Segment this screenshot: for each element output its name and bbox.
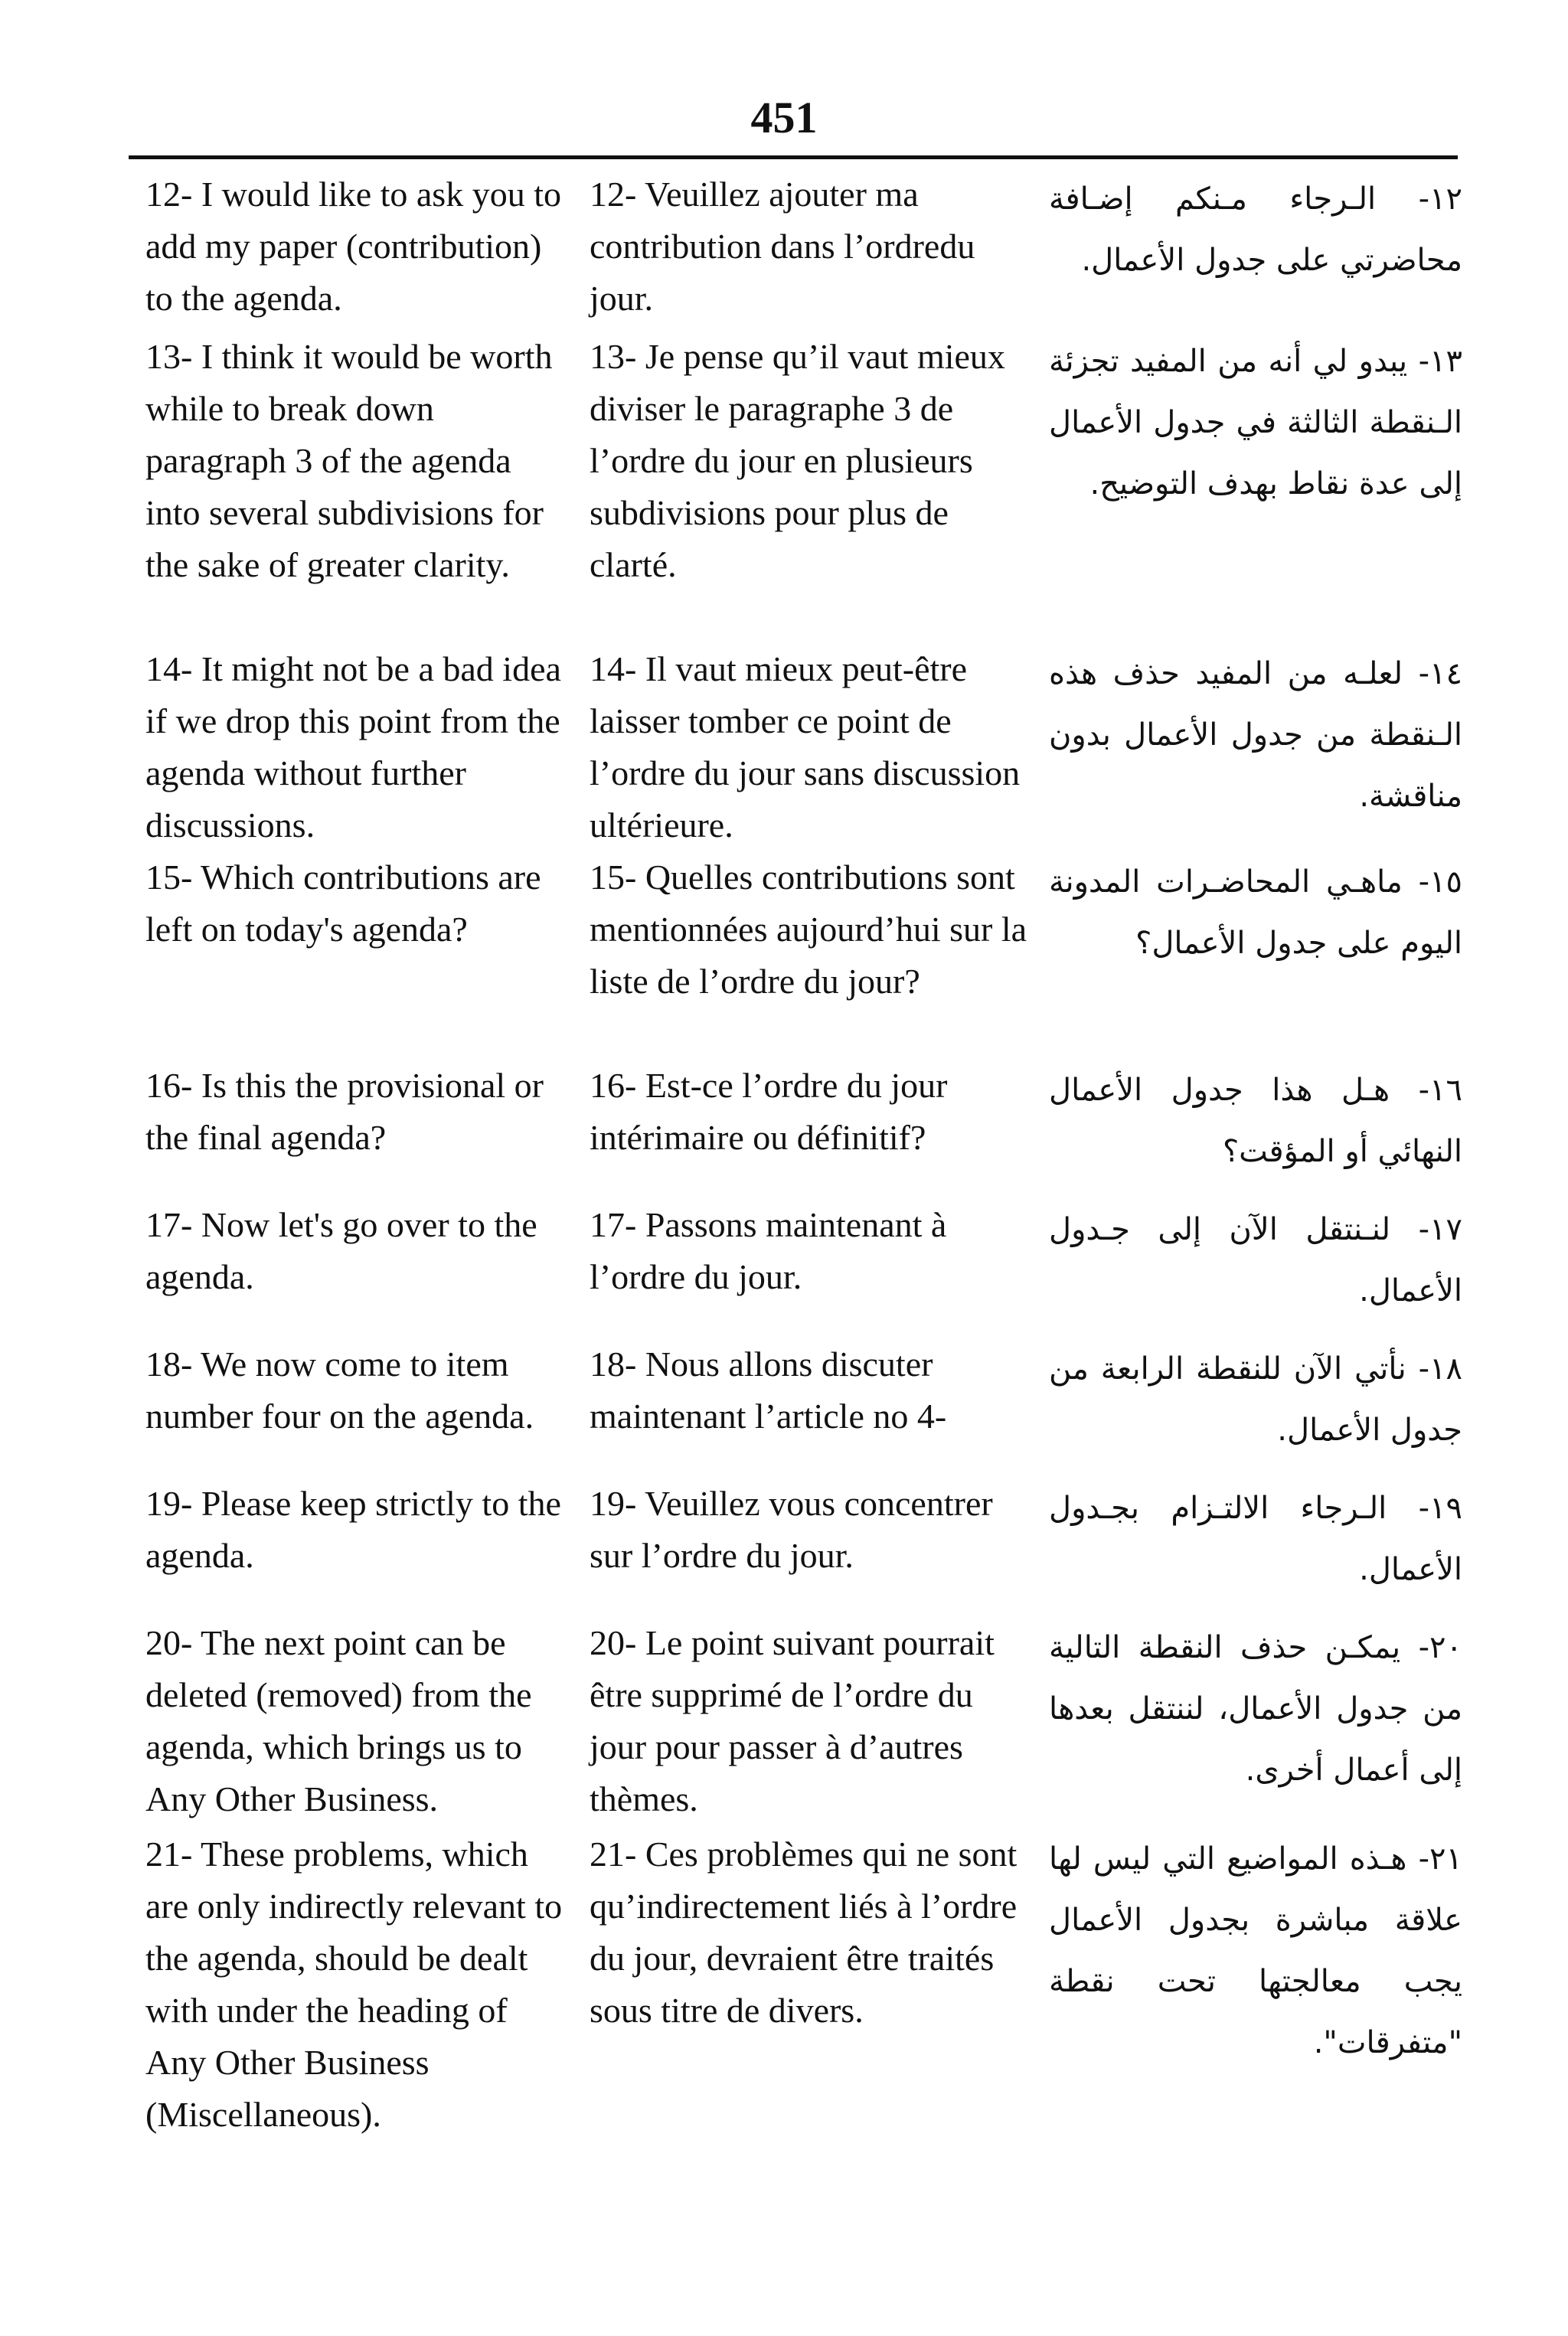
arabic-text: ١٧- لنـنتقل الآن إلى جـدول الأعمال. [1049,1212,1462,1308]
english-text: 14- It might not be a bad idea if we drop this point from the agenda without further discussions. [145,649,561,845]
phrase-entry-14 [145,643,1462,851]
arabic-text: ٢١- هـذه المواضيع التي ليس لها علاقة مباشرة بجدول الأعمال يجب معالجتها تحت نقطة "متفرقات". [1049,1841,1462,2060]
phrase-list [145,168,1462,2150]
english-text: 15- Which contributions are left on today's agenda? [145,858,541,949]
french-text: 14- Il vaut mieux peut-être laisser tomber ce point de l’ordre du jour sans discussion ultérieure. [590,649,1021,845]
arabic-text: ١٤- لعلـه من المفيد حذف هذه الـنقطة من جدول الأعمال بدون مناقشة. [1049,656,1462,814]
english-text: 17- Now let's go over to the agenda. [145,1205,537,1296]
english-text: 18- We now come to item number four on the agenda. [145,1344,534,1436]
french-text: 13- Je pense qu’il vaut mieux diviser le paragraphe 3 de l’ordre du jour en plusieurs subdivisions pour plus de clarté. [590,337,1005,584]
arabic-text: ١٣- يبدو لي أنه من المفيد تجزئة الـنقطة الثالثة في جدول الأعمال إلى عدة نقاط بهدف التوضيح. [1049,344,1462,502]
arabic-text: ١٦- هـل هذا جدول الأعمال النهائي أو المؤقت؟ [1049,1073,1462,1169]
french-text: 17- Passons maintenant à l’ordre du jour. [590,1205,947,1296]
arabic-text: ١٨- نأتي الآن للنقطة الرابعة من جدول الأعمال. [1049,1351,1462,1448]
arabic-text: ١٩- الـرجاء الالتـزام بجـدول الأعمال. [1049,1491,1462,1587]
french-text: 18- Nous allons discuter maintenant l’article no 4- [590,1344,947,1436]
phrase-entry-21 [145,1828,1462,2150]
phrase-entry-12 [145,168,1462,331]
french-text: 16- Est-ce l’ordre du jour intérimaire ou définitif? [590,1066,948,1157]
french-text: 20- Le point suivant pourrait être supprimé de l’ordre du jour pour passer à d’autres thèmes. [590,1623,995,1818]
phrase-entry-20 [145,1617,1462,1828]
french-text: 12- Veuillez ajouter ma contribution dans l’ordredu jour. [590,175,975,318]
phrase-entry-16 [145,1060,1462,1199]
french-text: 15- Quelles contributions sont mentionnées aujourd’hui sur la liste de l’ordre du jour? [590,858,1027,1001]
phrase-entry-17 [145,1199,1462,1338]
english-text: 21- These problems, which are only indirectly relevant to the agenda, should be dealt with under the heading of Any Other Business (Miscellaneous). [145,1834,563,2134]
arabic-text: ١٢- الـرجاء مـنكم إضـافة محاضرتي على جدول الأعمال. [1049,181,1462,278]
english-text: 19- Please keep strictly to the agenda. [145,1484,561,1575]
page-number: 451 [750,93,818,142]
phrase-entry-15 [145,851,1462,1060]
english-text: 12- I would like to ask you to add my paper (contribution) to the agenda. [145,175,561,318]
english-text: 16- Is this the provisional or the final agenda? [145,1066,544,1157]
arabic-text: ٢٠- يمكـن حذف النقطة التالية من جدول الأعمال، لننتقل بعدها إلى أعمال أخرى. [1049,1630,1462,1788]
french-text: 21- Ces problèmes qui ne sont qu’indirectement liés à l’ordre du jour, devraient être traités sous titre de divers. [590,1834,1018,2030]
french-text: 19- Veuillez vous concentrer sur l’ordre du jour. [590,1484,993,1575]
phrase-entry-13 [145,331,1462,643]
phrase-entry-19 [145,1478,1462,1617]
phrase-entry-18 [145,1338,1462,1478]
english-text: 20- The next point can be deleted (removed) from the agenda, which brings us to Any Other Business. [145,1623,532,1818]
arabic-text: ١٥- ماهـي المحاضـرات المدونة اليوم على جدول الأعمال؟ [1049,864,1462,961]
english-text: 13- I think it would be worth while to break down paragraph 3 of the agenda into several subdivisions for the sake of greater clarity. [145,337,553,584]
header-rule [129,155,1458,159]
